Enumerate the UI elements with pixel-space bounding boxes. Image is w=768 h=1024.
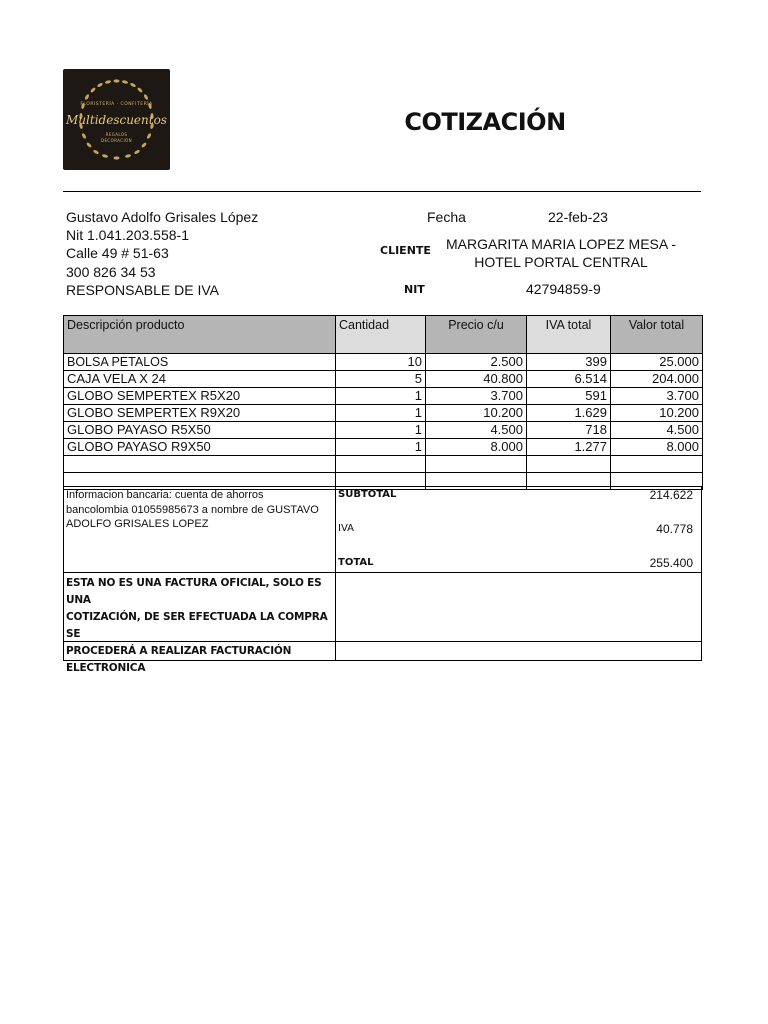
iva-value: 40.778 [656,522,693,536]
row-description: CAJA VELA X 24 [64,371,336,388]
notice-line: ESTA NO ES UNA FACTURA OFICIAL, SOLO ES UNA [66,577,322,606]
client-company: HOTEL PORTAL CENTRAL [474,254,648,270]
client-value [436,235,686,271]
company-logo [63,69,170,170]
notice-line: ELECTRONICA [66,662,146,674]
notice-line: COTIZACIÓN, DE SER EFECTUADA LA COMPRA SE [66,611,328,640]
row-total-value: 4.500 [611,422,703,439]
row-description: GLOBO SEMPERTEX R5X20 [64,388,336,405]
row-iva: 6.514 [527,371,611,388]
client-nit-label: NIT [404,283,425,296]
bank-info [66,488,336,532]
client-nit-value: 42794859-9 [526,281,601,297]
issuer-address: Calle 49 # 51-63 [66,245,169,262]
row-description: GLOBO PAYASO R9X50 [64,439,336,456]
row-iva: 591 [527,388,611,405]
row-iva: 1.277 [527,439,611,456]
date-label: Fecha [427,209,466,225]
row-total-value: 10.200 [611,405,703,422]
logo-brand: Multidescuentos [66,113,167,127]
row-unit-price: 10.200 [426,405,527,422]
subtotal-label: SUBTOTAL [338,489,397,500]
bank-info-line: ADOLFO GRISALES LOPEZ [66,518,209,530]
empty-cell [611,456,703,473]
row-description: BOLSA PETALOS [64,354,336,371]
row-total-value: 25.000 [611,354,703,371]
subtotal-value: 214.622 [649,488,693,502]
row-description: GLOBO PAYASO R5X50 [64,422,336,439]
header-total-value: Valor total [611,316,703,354]
issuer-phone: 300 826 34 53 [66,263,156,280]
issuer-tax-regime: RESPONSABLE DE IVA [66,281,220,298]
logo-tagline-line: DECORACIÓN [101,138,132,143]
logo-tagline-top: FLORISTERÍA · CONFITERÍA [80,102,153,107]
row-unit-price: 4.500 [426,422,527,439]
logo-tagline-line: REGALOS [105,132,128,137]
page-title: COTIZACIÓN [404,108,566,136]
header-unit-price: Precio c/u [426,316,527,354]
row-iva: 718 [527,422,611,439]
empty-cell [527,456,611,473]
empty-cell [336,456,426,473]
header-iva: IVA total [527,316,611,354]
issuer-name: Gustavo Adolfo Grisales López [66,209,259,225]
bank-info-line: bancolombia 01055985673 a nombre de GUSTAVO [66,503,319,516]
logo-tagline-bottom [63,132,170,144]
total-label: TOTAL [338,557,374,568]
row-unit-price: 2.500 [426,354,527,371]
row-quantity: 10 [336,354,426,371]
row-quantity: 5 [336,371,426,388]
issuer-info [66,208,258,299]
row-iva: 399 [527,354,611,371]
row-quantity: 1 [336,439,426,456]
table-row [64,439,703,456]
date-value: 22-feb-23 [548,209,608,225]
bank-info-line: Informacion bancaria: cuenta de ahorros [66,489,264,501]
row-unit-price: 8.000 [426,439,527,456]
header-description: Descripción producto [64,316,336,354]
row-unit-price: 3.700 [426,388,527,405]
notice-line: PROCEDERÁ A REALIZAR FACTURACIÓN [66,645,292,657]
empty-cell [64,456,336,473]
table-row-empty [64,456,703,473]
row-total-value: 204.000 [611,371,703,388]
client-label: CLIENTE [380,244,431,257]
row-quantity: 1 [336,388,426,405]
row-total-value: 8.000 [611,439,703,456]
not-invoice-notice [66,575,334,677]
issuer-nit: Nit 1.041.203.558-1 [66,227,189,244]
header-quantity: Cantidad [336,316,426,354]
table-row [64,388,703,405]
row-iva: 1.629 [527,405,611,422]
row-quantity: 1 [336,422,426,439]
client-name: MARGARITA MARIA LOPEZ MESA - [445,236,676,252]
row-total-value: 3.700 [611,388,703,405]
row-unit-price: 40.800 [426,371,527,388]
header-divider [63,191,701,192]
table-header-row [64,316,703,354]
table-row [64,405,703,422]
total-value: 255.400 [649,556,693,570]
table-row [64,422,703,439]
items-table [63,315,703,490]
row-description: GLOBO SEMPERTEX R9X20 [64,405,336,422]
row-quantity: 1 [336,405,426,422]
summary-divider [63,572,702,573]
empty-cell [426,456,527,473]
iva-label: IVA [338,523,354,534]
table-row [64,354,703,371]
table-row [64,371,703,388]
